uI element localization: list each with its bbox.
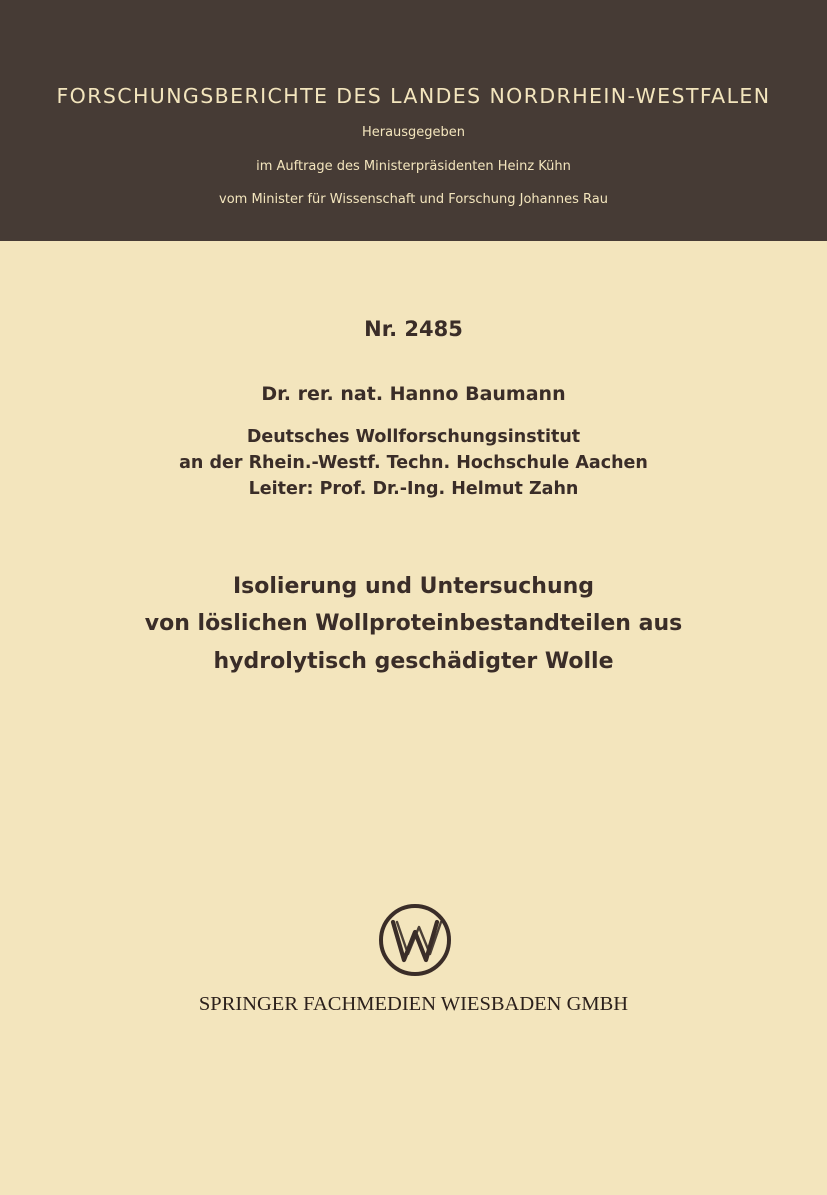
editor-line-2: im Auftrage des Ministerpräsidenten Heinz Kühn [256, 159, 571, 174]
publisher-name: SPRINGER FACHMEDIEN WIESBADEN GMBH [198, 993, 629, 1015]
editor-line-3: vom Minister für Wissenschaft und Forschung Johannes Rau [219, 192, 608, 207]
author-name: Dr. rer. nat. Hanno Baumann [261, 383, 566, 405]
cover-content [0, 241, 827, 1195]
book-title-line-3: hydrolytisch geschädigter Wolle [213, 649, 614, 674]
editor-line-1: Herausgegeben [361, 125, 466, 140]
institute-line-1: Deutsches Wollforschungsinstitut [246, 427, 581, 447]
book-title-line-1: Isolierung und Untersuchung [232, 574, 595, 599]
report-number: Nr. 2485 [364, 317, 463, 341]
institute-line-3: Leiter: Prof. Dr.-Ing. Helmut Zahn [248, 479, 579, 499]
series-header-band [0, 0, 827, 241]
series-title: FORSCHUNGSBERICHTE DES LANDES NORDRHEIN-WESTFALEN [56, 84, 771, 108]
springer-ww-logo-icon [377, 902, 453, 978]
institute-line-2: an der Rhein.-Westf. Techn. Hochschule Aachen [179, 453, 648, 473]
book-title-line-2: von löslichen Wollproteinbestandteilen aus [144, 611, 683, 636]
